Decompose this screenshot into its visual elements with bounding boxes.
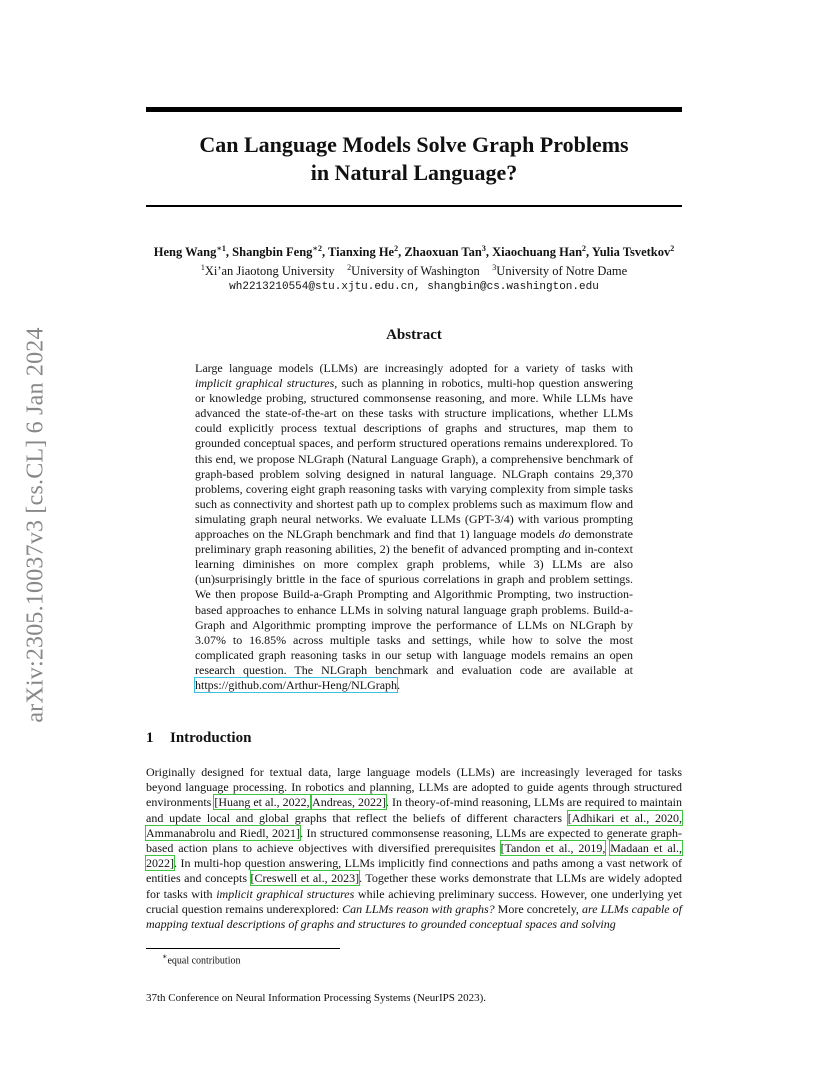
- citation-link[interactable]: [Huang et al., 2022,: [214, 795, 310, 810]
- abstract-body: Large language models (LLMs) are increasingly adopted for a variety of tasks with implicit graphical structures, such as planning in robotics, multi-hop question answering or knowledge probing, structured commonsense reasoning, and more. While LLMs have advanced the state-of-the-art on these tasks with structure implications, whether LLMs could explicitly process textual descriptions of graphs and structures, map them to grounded conceptual spaces, and perform structured operations remains underexplored. To this end, we propose NLGraph (Natural Language Graph), a comprehensive benchmark of graph-based problem solving designed in natural language. NLGraph contains 29,370 problems, covering eight graph reasoning tasks with varying complexity from simple tasks such as connectivity and shortest path up to complex problems such as maximum flow and simulating graph neural networks. We evaluate LLMs (GPT-3/4) with various prompting approaches on the NLGraph benchmark and find that 1) language models do demonstrate preliminary graph reasoning abilities, 2) the benefit of advanced prompting and in-context learning diminishes on more complex graph problems, while 3) LLMs are also (un)surprisingly brittle in the face of spurious correlations in graph and problem settings. We then propose Build-a-Graph Prompting and Algorithmic Prompting, two instruction-based approaches to enhance LLMs in solving natural language graph problems. Build-a-Graph and Algorithmic prompting improve the performance of LLMs on NLGraph by 3.07% to 16.85% across multiple tasks and settings, while how to solve the most complicated graph reasoning tasks in our setup with language models remains an open research question. The NLGraph benchmark and evaluation code are available at https://github.com/Arthur-Heng/NLGraph.: [195, 361, 634, 692]
- citation-link[interactable]: Madaan et al., 2022]: [146, 841, 683, 871]
- author-affiliation-mark: 2: [582, 244, 587, 253]
- author-block: [100, 241, 728, 295]
- footnote-text: equal contribution: [167, 955, 241, 967]
- paper-title: [146, 131, 682, 187]
- arxiv-identifier: arXiv:2305.10037v3 [cs.CL] 6 Jan 2024: [22, 327, 49, 723]
- venue-line: 37th Conference on Neural Information Processing Systems (NeurIPS 2023).: [146, 992, 487, 1004]
- author-affiliation-mark: ∗1: [216, 244, 226, 253]
- author-name: Yulia Tsvetkov: [591, 245, 671, 260]
- author-affiliation-mark: 2: [670, 244, 675, 253]
- section-title: Introduction: [170, 730, 252, 746]
- title-line-2: in Natural Language?: [310, 160, 518, 185]
- title-bottom-rule: [146, 205, 682, 207]
- author-affiliation-mark: 2: [394, 244, 399, 253]
- author-emails: wh2213210554@stu.xjtu.edu.cn, shangbin@cs.washington.edu: [229, 281, 599, 294]
- section-heading-introduction: [146, 730, 251, 747]
- affiliation: University of Washington: [351, 264, 480, 279]
- author-name: Tianxing He: [327, 245, 395, 260]
- author-name: Shangbin Feng: [232, 245, 313, 260]
- author-name: Xiaochuang Han: [492, 245, 583, 260]
- author-names: Heng Wang$^{∗1}$, Shangbin Feng$^{∗2}$, Tianxing He$^2$, Zhaoxuan Tan$^3$, Xiaochuang Han$^2$, Yulia Tsvetkov$^2$: [153, 244, 675, 260]
- section-number: 1: [146, 730, 154, 746]
- footnote-mark: ∗: [162, 952, 168, 961]
- author-affiliation-mark: 3: [481, 244, 486, 253]
- introduction-paragraph: Originally designed for textual data, large language models (LLMs) are increasingly leveraged for tasks beyond language processing. In robotics and planning, LLMs are adopted to guide agents through structured environments [Huang et al., 2022, Andreas, 2022]. In theory-of-mind reasoning, LLMs are required to maintain and update local and global graphs that reflect the beliefs of different characters [Adhikari et al., 2020, Ammanabrolu and Riedl, 2021]. In structured commonsense reasoning, LLMs are expected to generate graph-based action plans to achieve objectives with diversified prerequisites [Tandon et al., 2019, Madaan et al., 2022]. In multi-hop question answering, LLMs implicitly find connections and paths among a vast network of entities and concepts [Creswell et al., 2023]. Together these works demonstrate that LLMs are widely adopted for tasks with implicit graphical structures while achieving preliminary success. However, one underlying yet crucial question remains underexplored: Can LLMs reason with graphs? More concretely, are LLMs capable of mapping textual descriptions of graphs and structures to grounded conceptual spaces and solving: [146, 765, 683, 932]
- title-line-1: Can Language Models Solve Graph Problems: [199, 132, 629, 157]
- arxiv-sidebar-stamp: [20, 300, 52, 750]
- abstract-heading: Abstract: [386, 327, 442, 343]
- affiliation: Xi’an Jiaotong University: [204, 264, 335, 279]
- citation-link[interactable]: Andreas, 2022]: [312, 795, 387, 810]
- citation-link[interactable]: [Creswell et al., 2023]: [250, 871, 360, 886]
- title-top-rule: [146, 107, 682, 112]
- citation-link[interactable]: [Tandon et al., 2019,: [500, 841, 606, 856]
- github-link[interactable]: https://github.com/Arthur-Heng/NLGraph: [195, 677, 398, 692]
- affiliation: University of Notre Dame: [496, 264, 628, 279]
- footnote-rule: [146, 948, 340, 949]
- author-affiliation-mark: ∗2: [312, 244, 322, 253]
- citation-link[interactable]: Ammanabrolu and Riedl, 2021]: [146, 825, 301, 840]
- author-name: Zhaoxuan Tan: [404, 245, 482, 260]
- footnote: [162, 952, 240, 966]
- author-name: Heng Wang: [153, 245, 217, 260]
- affiliations: $^1$Xi’an Jiaotong University $^2$University of Washington $^3$University of Notre Dame: [200, 263, 628, 279]
- citation-link[interactable]: [Adhikari et al., 2020,: [567, 810, 682, 825]
